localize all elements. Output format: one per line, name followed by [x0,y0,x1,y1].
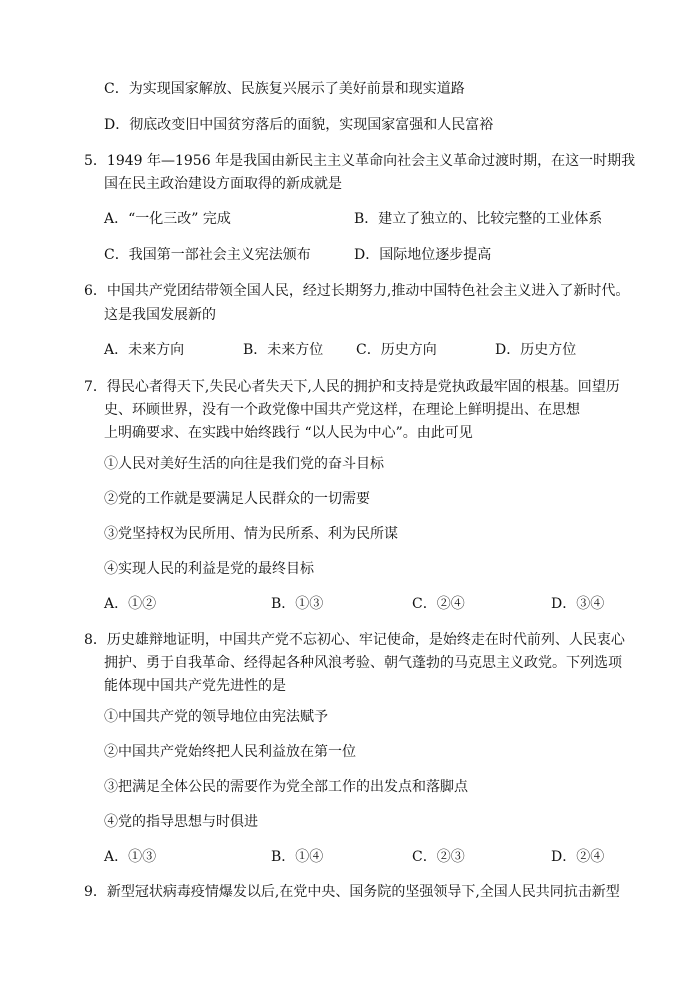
q8-stem-line2: 拥护、勇于自我革命、经得起各种风浪考验、朝气蓬勃的马克思主义政党。下列选项 [104,655,622,671]
q8-option-b: B．①④ [271,849,324,865]
q8-option-d: D．②④ [551,849,605,865]
q7-option-b: B．①③ [271,596,324,612]
q5-option-c: C．我国第一部社会主义宪法颁布 [104,247,311,263]
q8-item-1: ①中国共产党的领导地位由宪法赋予 [104,709,328,725]
q5-option-d: D．国际地位逐步提高 [354,247,492,263]
q8-item-4: ④党的指导思想与时俱进 [104,814,258,830]
q6-stem-line1: 6．中国共产党团结带领全国人民，经过长期努力,推动中国特色社会主义进入了新时代。 [84,283,630,299]
q5-option-a: A．“一化三改” 完成 [104,211,231,227]
q6-stem-line2: 这是我国发展新的 [104,307,216,323]
q4-option-d: D．彻底改变旧中国贫穷落后的面貌，实现国家富强和人民富裕 [104,117,494,133]
q4-option-c: C．为实现国家解放、民族复兴展示了美好前景和现实道路 [104,81,465,97]
q7-stem-line1: 7．得民心者得天下,失民心者失天下,人民的拥护和支持是党执政最牢固的根基。回望历 [84,379,620,395]
q9-stem-line1: 9．新型冠状病毒疫情爆发以后,在党中央、国务院的坚强领导下,全国人民共同抗击新型 [84,884,620,900]
q7-stem-line2: 史、环顾世界，没有一个政党像中国共产党这样，在理论上鲜明提出、在思想 [104,402,580,418]
q8-item-3: ③把满足全体公民的需要作为党全部工作的出发点和落脚点 [104,779,468,795]
q7-item-1: ①人民对美好生活的向往是我们党的奋斗目标 [104,456,384,472]
q8-option-a: A．①③ [104,849,157,865]
q7-option-a: A．①② [104,596,157,612]
q5-stem-line1: 5．1949 年—1956 年是我国由新民主主义革命向社会主义革命过渡时期，在这一时期我 [84,153,636,169]
q7-option-c: C．②④ [412,596,465,612]
q6-option-b: B．未来方位 [243,342,324,358]
q7-item-3: ③党坚持权为民所用、情为民所系、利为民所谋 [104,526,398,542]
q8-stem-line3: 能体现中国共产党先进性的是 [104,678,286,694]
q5-stem-line2: 国在民主政治建设方面取得的新成就是 [104,176,342,192]
q8-stem-line1: 8．历史雄辩地证明，中国共产党不忘初心、牢记使命，是始终走在时代前列、人民衷心 [84,632,625,648]
q8-item-2: ②中国共产党始终把人民利益放在第一位 [104,744,356,760]
q5-option-b: B．建立了独立的、比较完整的工业体系 [354,211,603,227]
q7-stem-line3: 上明确要求、在实践中始终践行 “以人民为中心”。由此可见 [104,425,473,441]
q6-option-d: D．历史方位 [495,342,577,358]
q7-option-d: D．③④ [551,596,605,612]
q8-option-c: C．②③ [412,849,465,865]
q6-option-a: A．未来方向 [104,342,185,358]
q6-option-c: C．历史方向 [356,342,437,358]
q7-item-2: ②党的工作就是要满足人民群众的一切需要 [104,491,370,507]
q7-item-4: ④实现人民的利益是党的最终目标 [104,561,314,577]
